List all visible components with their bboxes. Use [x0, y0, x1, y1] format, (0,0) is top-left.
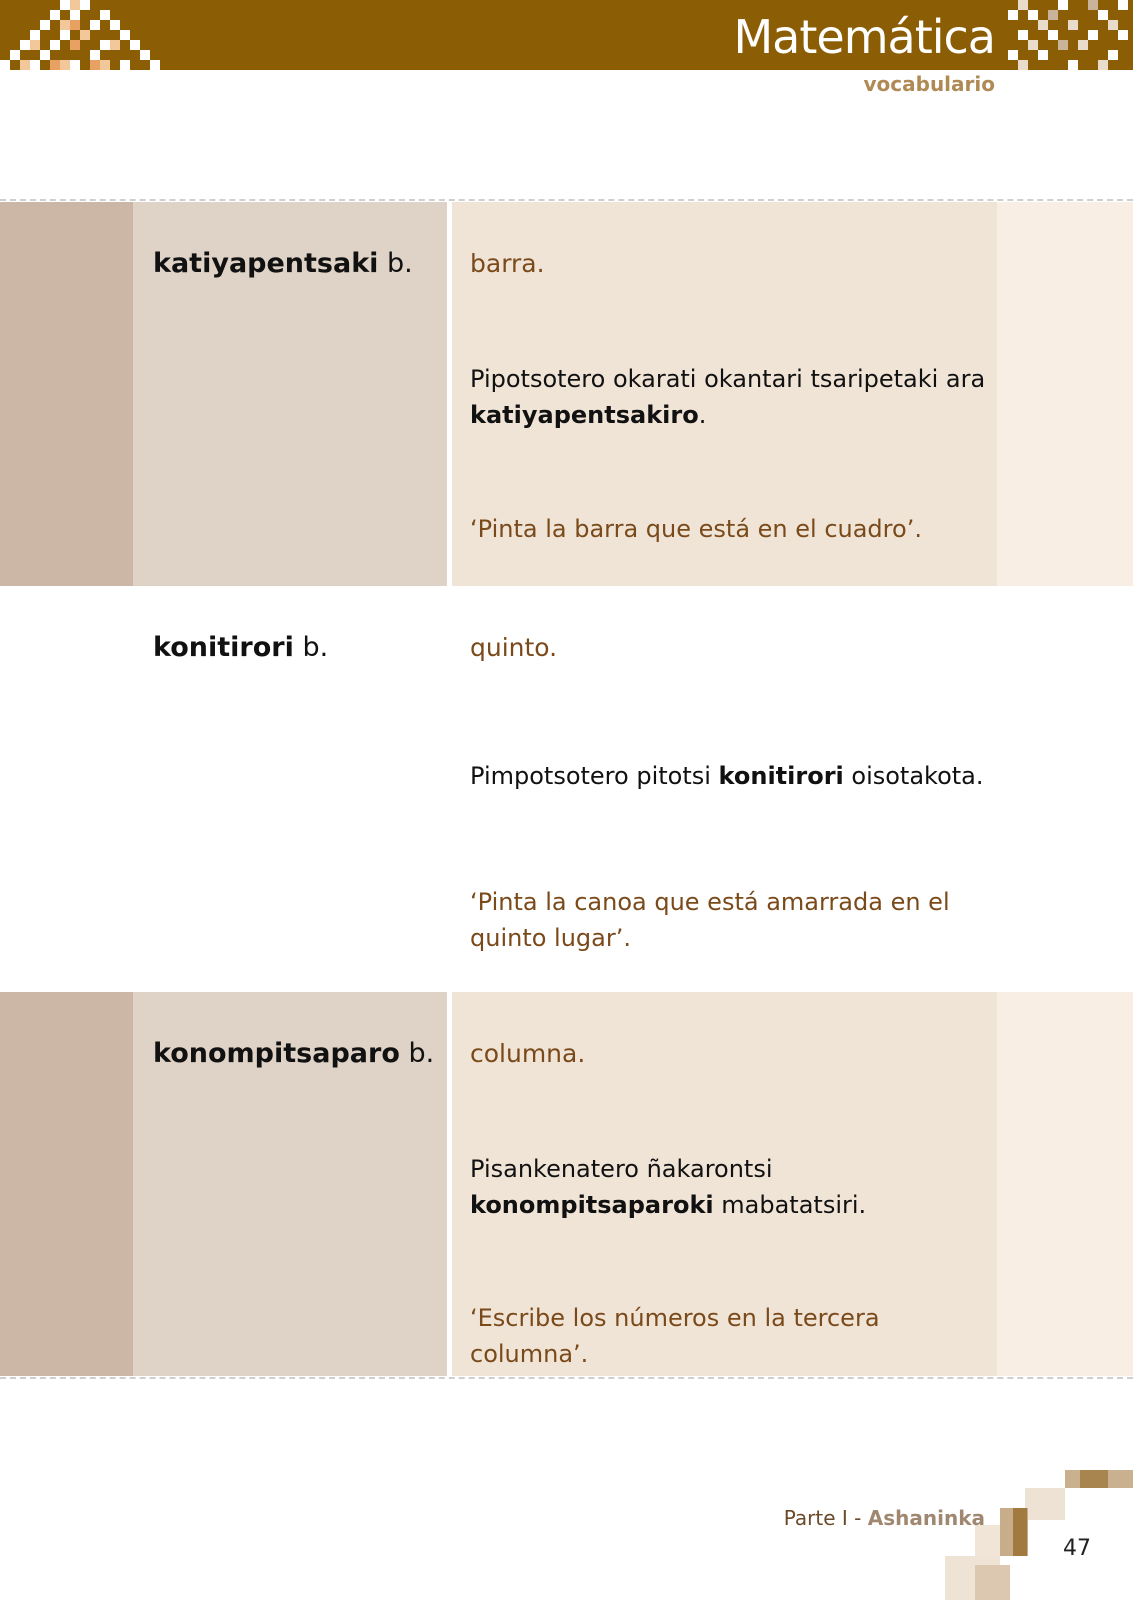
headword-term: konitirori — [153, 632, 294, 663]
headword — [153, 1038, 434, 1069]
header-pattern-right — [1008, 0, 1133, 72]
part-of-speech: b. — [293, 632, 329, 663]
band-dark — [0, 202, 133, 586]
part-of-speech: b. — [378, 248, 413, 279]
part-of-speech: b. — [399, 1038, 435, 1069]
example-sentence — [470, 1151, 990, 1223]
header-title: Matemática — [733, 10, 995, 64]
meaning: quinto. — [470, 633, 558, 662]
example-sentence — [470, 758, 990, 794]
divider-top — [0, 199, 1133, 201]
header-subtitle: vocabulario — [863, 72, 995, 96]
band-dark — [0, 992, 133, 1376]
headword — [153, 632, 328, 663]
example-text: Pipotsotero okarati okantari tsaripetaki ara — [470, 365, 986, 393]
example-text: . — [698, 401, 707, 429]
footer-part: Parte I - — [783, 1506, 868, 1530]
translation: ‘Escribe los números en la tercera columna’. — [470, 1304, 880, 1368]
meaning: barra. — [470, 249, 545, 278]
example-keyword: konitirori — [718, 762, 844, 790]
translation: ‘Pinta la canoa que está amarrada en el quinto lugar’. — [470, 888, 950, 952]
header-pattern-left — [0, 0, 165, 72]
band-lightest — [997, 202, 1133, 586]
headword-term: katiyapentsaki — [153, 248, 379, 279]
page-number: 47 — [1063, 1536, 1091, 1561]
headword-term: konompitsaparo — [153, 1038, 400, 1069]
translation: ‘Pinta la barra que está en el cuadro’. — [470, 515, 922, 543]
footer-language: Ashaninka — [867, 1506, 985, 1530]
divider-bottom — [0, 1377, 1133, 1379]
example-text: Pisankenatero ñakarontsi — [470, 1155, 773, 1183]
vocab-entry — [0, 202, 1133, 586]
vocab-entry — [0, 992, 1133, 1376]
footer-pattern — [945, 1470, 1133, 1600]
example-keyword: katiyapentsakiro — [470, 401, 699, 429]
vocab-entry — [0, 586, 1133, 992]
example-text: oisotakota. — [843, 762, 984, 790]
meaning: columna. — [470, 1039, 586, 1068]
band-lightest — [997, 992, 1133, 1376]
example-keyword: konompitsaparoki — [470, 1191, 714, 1219]
headword — [153, 248, 413, 279]
example-sentence — [470, 361, 990, 433]
example-text: Pimpotsotero pitotsi — [470, 762, 719, 790]
example-text: mabatatsiri. — [713, 1191, 867, 1219]
footer-part-label — [784, 1506, 985, 1530]
